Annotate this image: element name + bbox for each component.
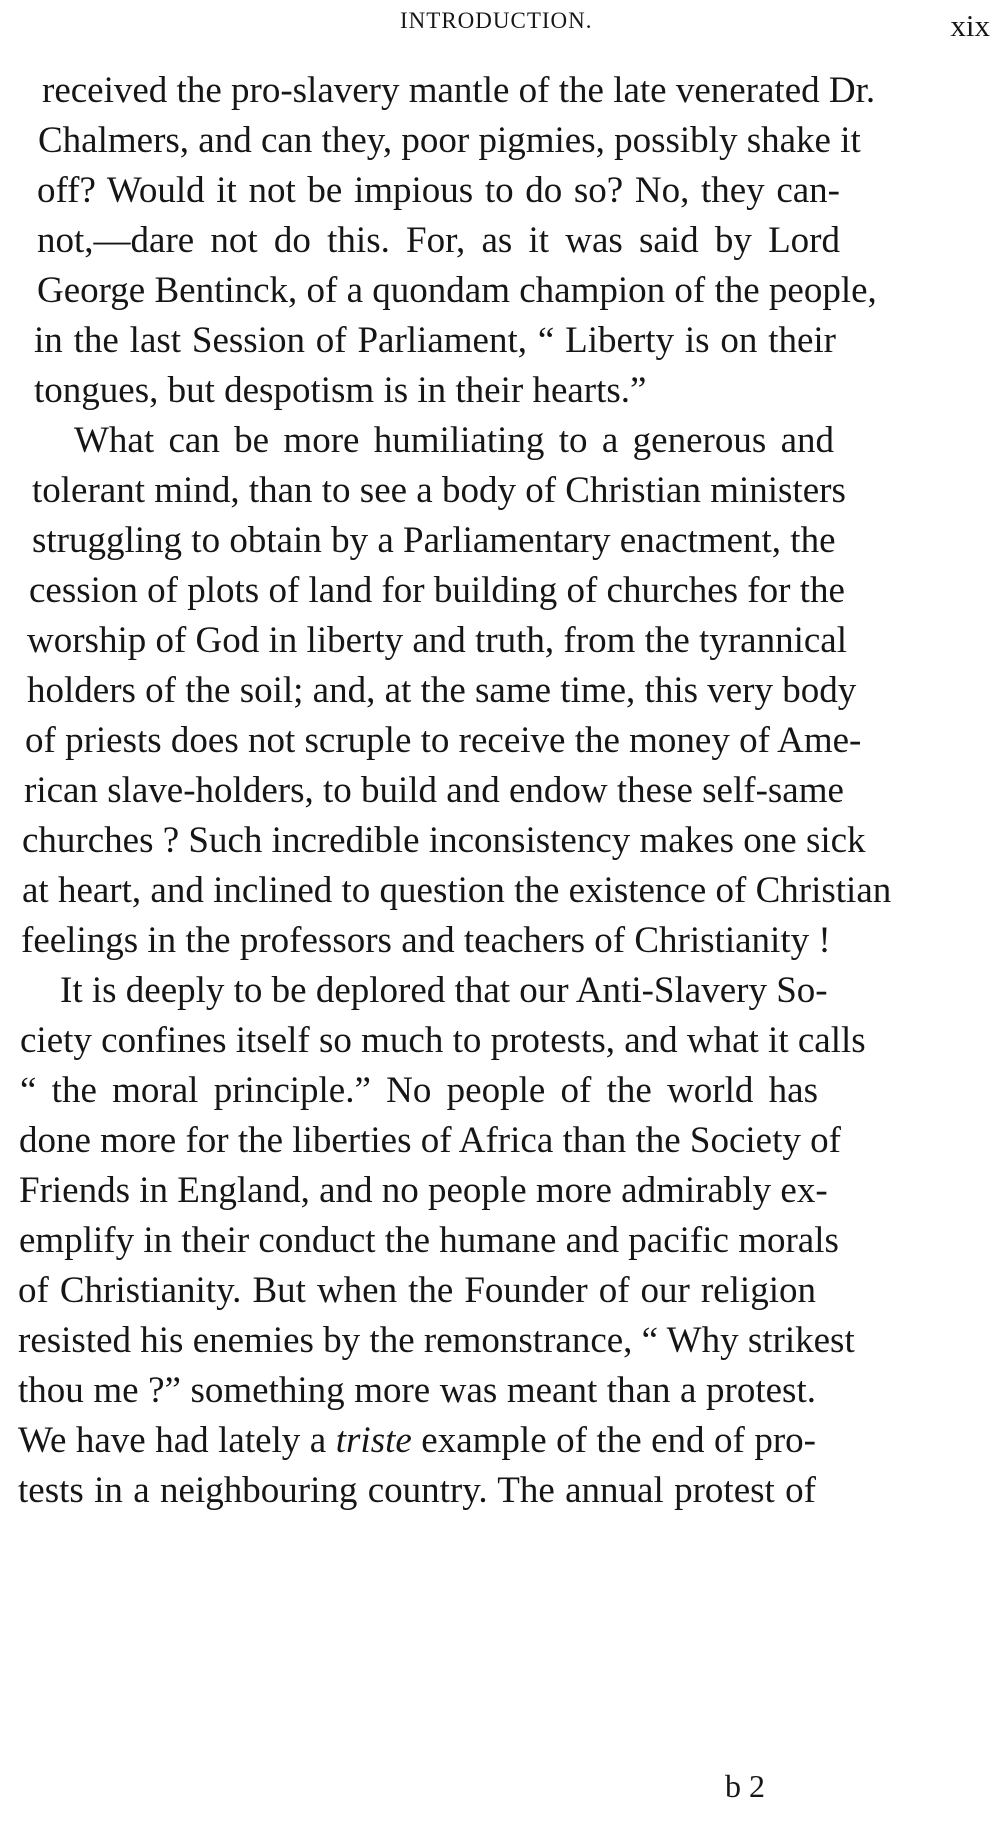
text-line: Friends in England, and no people more admirably ex- [19,1170,828,1211]
text-line: It is deeply to be deplored that our Anti-Slavery So- [60,970,828,1011]
text-line: struggling to obtain by a Parliamentary enactment, the [32,520,836,561]
text-line: “ the moral principle.” No people of the world has [20,1070,818,1111]
page-number: xix [950,8,990,43]
text-line: done more for the liberties of Africa than the Society of [19,1120,841,1161]
text-line: feelings in the professors and teachers of Christianity ! [21,920,831,961]
text-line: tolerant mind, than to see a body of Christian ministers [32,470,846,511]
text-line [18,1416,816,1466]
text-line: of priests does not scruple to receive the money of Ame- [25,720,862,761]
text-line: at heart, and inclined to question the existence of Christian [22,870,892,911]
text-line: of Christianity. But when the Founder of our religion [18,1270,816,1311]
text-fragment: example of the end of pro- [411,1420,816,1461]
signature-mark: b 2 [725,1768,765,1804]
text-line: tongues, but despotism is in their hearts.” [34,370,647,411]
italic-word: triste [335,1420,412,1461]
text-line: Chalmers, and can they, poor pigmies, possibly shake it [38,120,861,161]
text-line: in the last Session of Parliament, “ Liberty is on their [34,320,836,361]
text-line: What can be more humiliating to a generous and [74,420,834,461]
text-fragment: We have had lately a [18,1420,336,1461]
text-line: rican slave-holders, to build and endow these self-same [24,770,844,811]
text-line: emplify in their conduct the humane and pacific morals [19,1220,839,1261]
text-line: cession of plots of land for building of churches for the [29,570,845,611]
text-line: thou me ?” something more was meant than a protest. [18,1370,816,1411]
text-line: off? Would it not be impious to do so? No, they can- [37,170,840,211]
text-line: holders of the soil; and, at the same time, this very body [27,670,857,711]
text-line: worship of God in liberty and truth, from the tyrannical [27,620,847,661]
text-line: George Bentinck, of a quondam champion of the people, [37,270,877,311]
text-line: churches ? Such incredible inconsistency makes one sick [22,820,866,861]
text-line: not,—dare not do this. For, as it was said by Lord [37,220,840,261]
text-line: resisted his enemies by the remonstrance, “ Why strikest [18,1320,855,1361]
text-line: received the pro-slavery mantle of the late venerated Dr. [42,70,876,111]
running-header-title: INTRODUCTION. [400,8,593,33]
text-line: tests in a neighbouring country. The annual protest of [18,1470,816,1511]
text-line: ciety confines itself so much to protests, and what it calls [20,1020,866,1061]
